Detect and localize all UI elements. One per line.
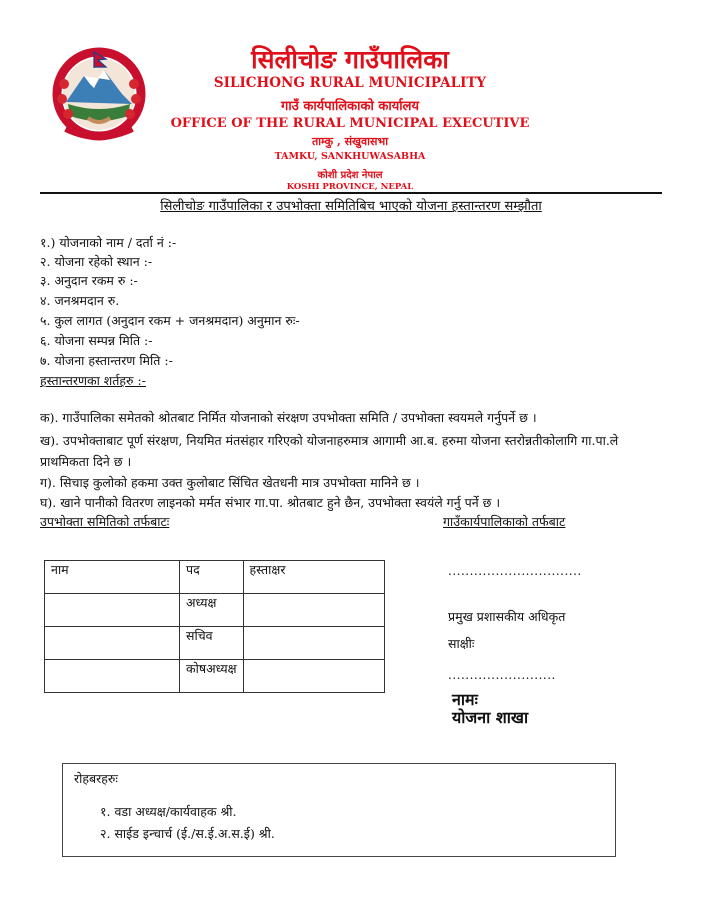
- condition-ka: क). गाउँपालिका समेतको श्रोतबाट निर्मित योजनाको संरक्षण उपभोक्ता समिति / उपभोक्ता स्वयमले गर्नुपर्ने छ ।: [40, 410, 537, 425]
- table-cell-signature: [243, 660, 384, 693]
- province-english: KOSHI PROVINCE, NEPAL: [286, 182, 414, 192]
- table-cell-position: कोषअध्यक्ष: [180, 660, 244, 693]
- table-cell-name: [45, 627, 180, 660]
- table-header-signature: हस्ताक्षर: [243, 561, 384, 594]
- municipality-title-english: SILICHONG RURAL MUNICIPALITY: [213, 75, 487, 91]
- office-title-nepali: गाउँ कार्यपालिकाको कार्यालय: [281, 99, 419, 114]
- presence-item-ward-chair: १. वडा अध्यक्ष/कार्यवाहक श्री.: [100, 804, 237, 819]
- condition-kha: ख). उपभोक्ताबाट पूर्ण संरक्षण, नियमित मंतसंहार गरिएको योजनाहरुमात्र आगामी आ.ब. हरुमा योजना स्तरोन्नतीकोलागि गा.पा.ले: [40, 433, 619, 448]
- field-public-labor: ४. जनश्रमदान रु.: [40, 293, 120, 308]
- witness-name-label: नामः: [452, 690, 478, 709]
- table-row: [45, 594, 385, 627]
- table-header-name: नाम: [45, 561, 180, 594]
- municipality-side-label: गाउँकार्यपालिकाको तर्फबाट: [443, 514, 566, 529]
- condition-kha-continued: प्राथमिकता दिने छ ।: [40, 454, 132, 469]
- chief-officer-label: प्रमुख प्रशासकीय अधिकृत: [448, 609, 566, 624]
- address-nepali: ताम्कु , संखुवासभा: [311, 135, 389, 148]
- table-cell-name: [45, 660, 180, 693]
- field-handover-date: ७. योजना हस्तान्तरण मिति :-: [40, 353, 173, 368]
- municipality-title-nepali: सिलीचोङ गाउँपालिका: [251, 45, 449, 74]
- table-cell-signature: [243, 627, 384, 660]
- field-completion-date: ६. योजना सम्पन्न मिति :-: [40, 333, 153, 348]
- address-english: TAMKU, SANKHUWASABHA: [274, 151, 426, 162]
- document-title: सिलीचोङ गाउँपालिका र उपभोक्ता समितिबिच भाएको योजना हस्तान्तरण सम्झौता: [160, 199, 542, 214]
- field-total-cost: ५. कुल लागत (अनुदान रकम + जनश्रमदान) अनुमान रुः-: [40, 313, 300, 328]
- table-header-position: पद: [180, 561, 244, 594]
- witness-signature-line: .........................: [448, 668, 556, 682]
- condition-ga: ग). सिचाइ कुलोको हकमा उक्त कुलोबाट सिंचित खेतधनी मात्र उपभोक्ता मानिने छ ।: [40, 475, 420, 490]
- table-header-row: [45, 561, 385, 594]
- table-cell-position: सचिव: [180, 627, 244, 660]
- table-row: [45, 660, 385, 693]
- table-cell-position: अध्यक्ष: [180, 594, 244, 627]
- province-nepali: कोशी प्रदेश नेपाल: [317, 170, 383, 181]
- conditions-heading: हस्तान्तरणका शर्तहरु :-: [40, 373, 146, 388]
- officer-signature-line: ...............................: [448, 564, 582, 578]
- witness-label: साक्षीः: [448, 636, 475, 651]
- condition-gha: घ). खाने पानीको वितरण लाइनको मर्मत संभार गा.पा. श्रोतबाट हुने छैन, उपभोक्ता स्वयंले गर्नु पर्ने छ ।: [40, 495, 501, 510]
- field-plan-name: १.) योजनाको नाम / दर्ता नं :-: [40, 235, 177, 250]
- presence-title: रोहबरहरुः: [74, 771, 118, 786]
- plan-branch-label: योजना शाखा: [452, 708, 529, 727]
- field-grant-amount: ३. अनुदान रकम रु :-: [40, 273, 138, 288]
- header-divider: [40, 192, 662, 194]
- table-cell-signature: [243, 594, 384, 627]
- table-cell-name: [45, 594, 180, 627]
- committee-side-label: उपभोक्ता समितिको तर्फबाटः: [40, 514, 170, 529]
- table-row: [45, 627, 385, 660]
- members-signature-table: [44, 560, 385, 693]
- office-title-english: OFFICE OF THE RURAL MUNICIPAL EXECUTIVE: [170, 116, 530, 131]
- field-plan-location: २. योजना रहेको स्थान :-: [40, 254, 153, 269]
- presence-item-site-incharge: २. साईड इन्चार्च (ई./स.ई.अ.स.ई) श्री.: [100, 826, 275, 841]
- nepal-government-emblem-icon: [44, 44, 154, 144]
